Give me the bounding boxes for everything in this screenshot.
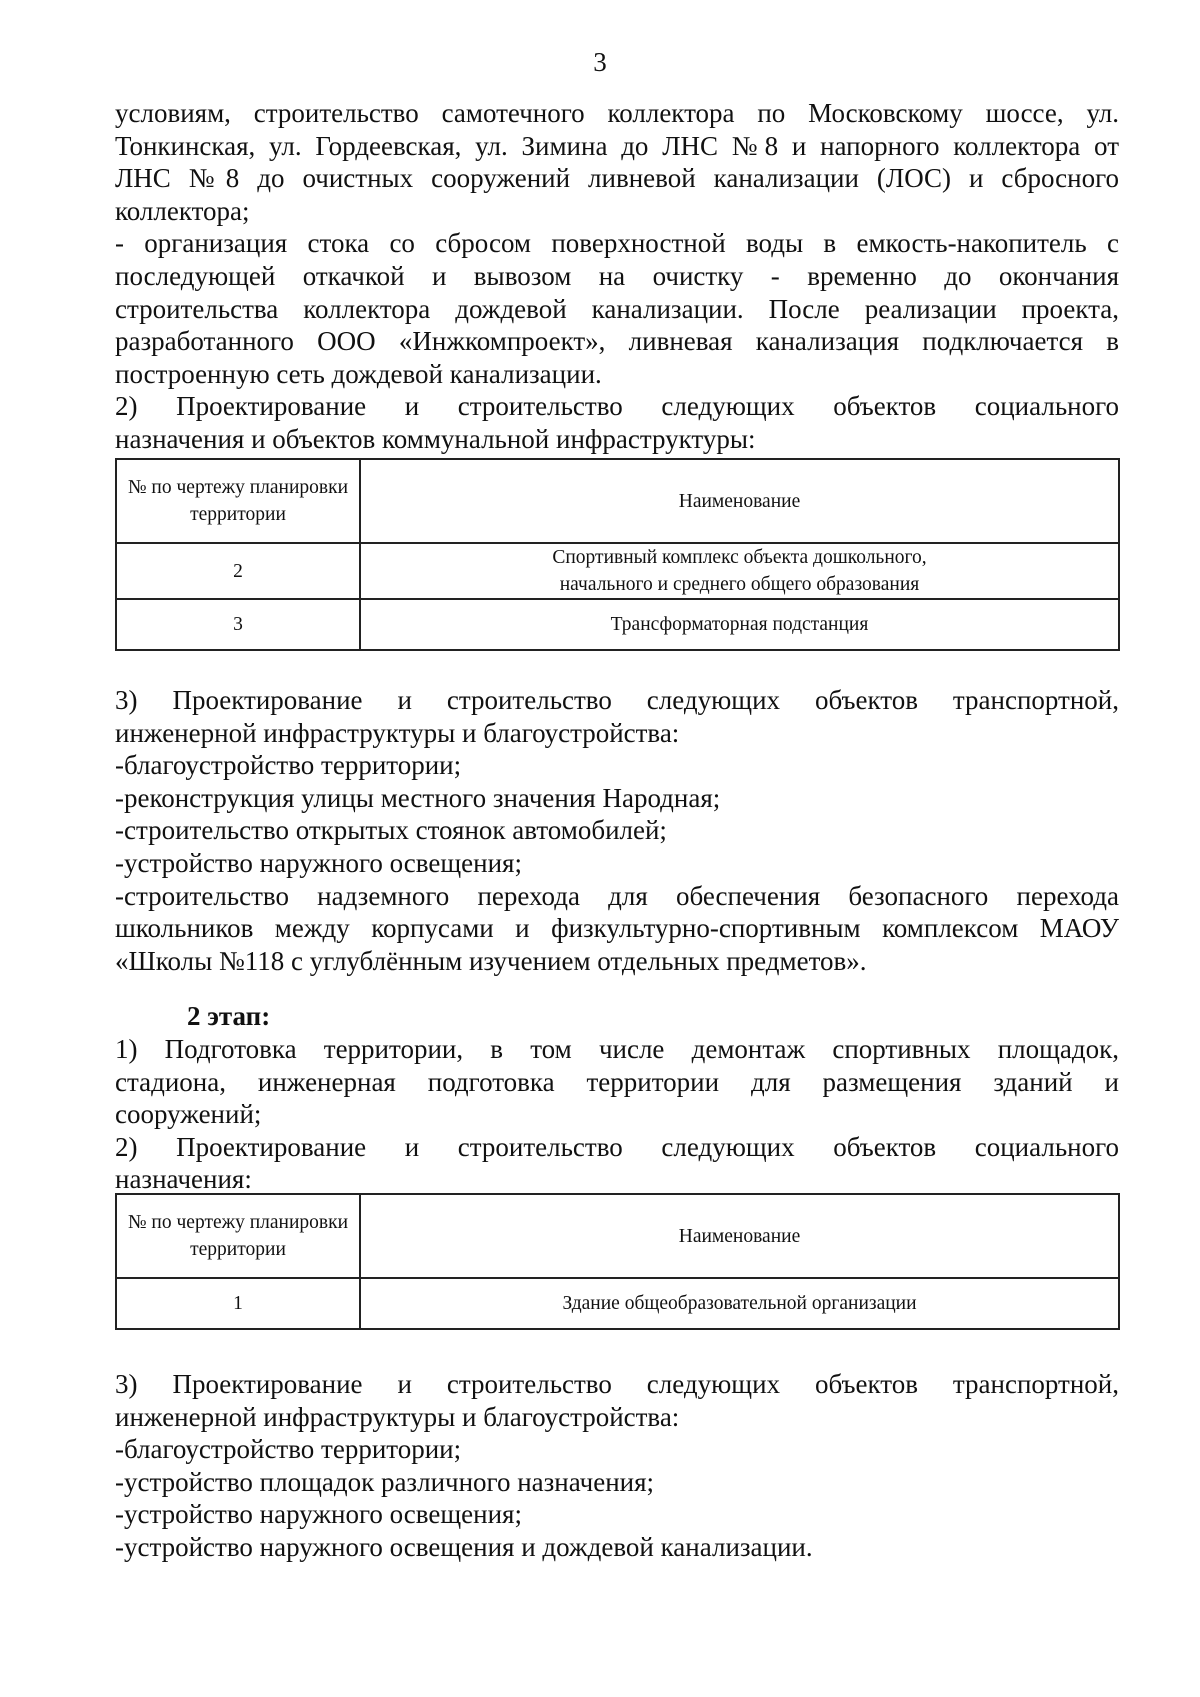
text-line: инженерной инфраструктуры и благоустройства:: [115, 717, 680, 748]
text-line: -устройство наружного освещения;: [115, 847, 522, 878]
table-row: [116, 1278, 1119, 1329]
text-line: последующей откачкой и вывозом на очистку - временно до окончания: [115, 260, 1119, 291]
text-line: -строительство надземного перехода для обеспечения безопасного перехода: [115, 880, 1119, 911]
intro-text: [115, 97, 1119, 456]
section-3-stage-2: [115, 1368, 1119, 1564]
text-line: «Школы №118 с углублённым изучением отдельных предметов».: [115, 945, 867, 976]
header-name: Наименование: [360, 1194, 1119, 1278]
header-number: № по чертежу планировки территории: [116, 1194, 360, 1278]
text-line: построенную сеть дождевой канализации.: [115, 358, 602, 389]
table-header-row: [116, 1194, 1119, 1278]
section-3-stage-1: [115, 684, 1119, 977]
cell-number: 1: [116, 1278, 360, 1329]
text-line: 1) Подготовка территории, в том числе демонтаж спортивных площадок,: [115, 1034, 1119, 1064]
text-line: -благоустройство территории;: [115, 1434, 462, 1465]
text-line: - организация стока со сбросом поверхностной воды в емкость-накопитель с: [115, 228, 1119, 259]
text-line: 2) Проектирование и строительство следующих объектов социального: [115, 391, 1119, 422]
stage-2-text: [115, 1033, 1119, 1196]
table-row: [116, 599, 1119, 650]
cell-name-line: Спортивный комплекс объекта дошкольного,: [552, 547, 927, 568]
text-line: ЛНС №8 до очистных сооружений ливневой канализации (ЛОС) и сбросного: [115, 163, 1119, 194]
text-line: -устройство наружного освещения;: [115, 1499, 522, 1530]
text-line: -реконструкция улицы местного значения Народная;: [115, 782, 721, 813]
text-line: 2) Проектирование и строительство следующих объектов социального: [115, 1131, 1119, 1162]
text-line: -устройство наружного освещения и дождевой канализации.: [115, 1531, 813, 1562]
cell-number: 2: [116, 543, 360, 599]
text-line: стадиона, инженерная подготовка территории для размещения зданий и: [115, 1066, 1119, 1097]
cell-number: 3: [116, 599, 360, 650]
text-line: -строительство открытых стоянок автомобилей;: [115, 815, 667, 846]
text-line: Тонкинская, ул. Гордеевская, ул. Зимина до ЛНС №8 и напорного коллектора от: [115, 130, 1119, 161]
table-row: [116, 543, 1119, 599]
cell-name: Трансформаторная подстанция: [360, 599, 1119, 650]
header-number: № по чертежу планировки территории: [116, 459, 360, 543]
objects-table-1: [115, 458, 1120, 651]
text-line: разработанного ООО «Инжкомпроект», ливневая канализация подключается в: [115, 326, 1119, 357]
text-line: сооружений;: [115, 1099, 262, 1130]
text-line: инженерной инфраструктуры и благоустройства:: [115, 1401, 680, 1432]
text-line: условиям, строительство самотечного коллектора по Московскому шоссе, ул.: [115, 98, 1119, 128]
table-header-row: [116, 459, 1119, 543]
page-number: 3: [593, 47, 607, 77]
text-line: коллектора;: [115, 195, 250, 226]
header-name: Наименование: [360, 459, 1119, 543]
text-line: -устройство площадок различного назначения;: [115, 1466, 655, 1497]
text-line: -благоустройство территории;: [115, 750, 462, 781]
text-line: 3) Проектирование и строительство следующих объектов транспортной,: [115, 685, 1119, 715]
cell-name-line: начального и среднего общего образования: [559, 574, 920, 595]
text-line: 3) Проектирование и строительство следующих объектов транспортной,: [115, 1369, 1119, 1399]
text-line: школьников между корпусами и физкультурно-спортивным комплексом МАОУ: [115, 913, 1119, 944]
stage-2-heading: 2 этап:: [187, 1001, 271, 1031]
cell-name: Здание общеобразовательной организации: [360, 1278, 1119, 1329]
text-line: назначения и объектов коммунальной инфраструктуры:: [115, 423, 756, 454]
cell-name: [360, 543, 1119, 599]
text-line: строительства коллектора дождевой канализации. После реализации проекта,: [115, 293, 1119, 324]
text-line: назначения:: [115, 1164, 252, 1195]
objects-table-2: [115, 1193, 1120, 1330]
